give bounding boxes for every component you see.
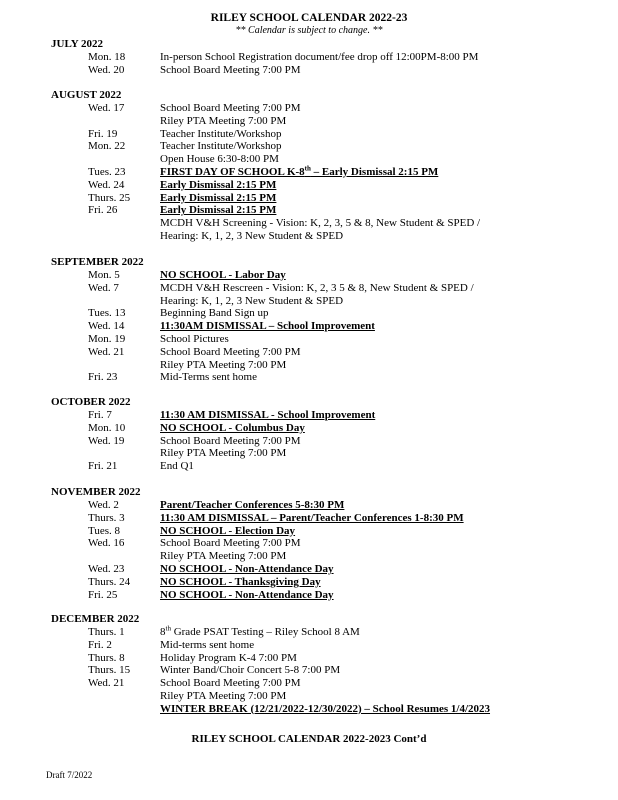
entry-text: NO SCHOOL - Labor Day: [160, 269, 286, 281]
entry-day: Thurs. 24: [88, 575, 131, 588]
entry-text: MCDH V&H Screening - Vision: K, 2, 3, 5 & 8, New Student & SPED /: [160, 217, 481, 230]
entry-day: Fri. 25: [88, 588, 118, 601]
entry-text: Beginning Band Sign up: [160, 307, 269, 320]
entry-text: Mid-terms sent home: [160, 638, 255, 651]
entry-day: Mon. 22: [88, 140, 126, 153]
entry-event: [160, 282, 474, 295]
entry-text: In-person School Registration document/fee drop off 12:00PM-8:00 PM: [160, 51, 479, 63]
draft-note: Draft 7/2022: [46, 770, 93, 780]
entry-day: Thurs. 8: [88, 651, 125, 664]
entry-text: Early Dismissal 2:15 PM: [160, 191, 277, 204]
entry-day: Mon. 10: [88, 421, 126, 434]
entry-text: Early Dismissal 2:15 PM: [160, 178, 277, 191]
entry-event: [160, 550, 286, 563]
entry-day: Wed. 19: [88, 434, 125, 447]
entry-day: Fri. 2: [88, 638, 112, 651]
entry-event: [160, 166, 438, 179]
entry-text: Holiday Program K-4 7:00 PM: [160, 651, 297, 664]
entry-text: Early Dismissal 2:15 PM: [160, 204, 277, 217]
entry-day: Mon. 5: [88, 269, 120, 281]
entry-event: [160, 435, 301, 448]
entry-event: [160, 626, 360, 639]
month-heading: SEPTEMBER 2022: [51, 256, 144, 268]
entry-event: [160, 140, 281, 153]
entry-text: – Early Dismissal 2:15 PM: [310, 166, 439, 178]
entry-event: [160, 346, 301, 359]
entry-text: Grade PSAT Testing – Riley School 8 AM: [170, 626, 360, 638]
superscript: th: [304, 164, 311, 173]
entry-event: [160, 589, 334, 602]
entry-event: [160, 447, 286, 460]
month-heading: OCTOBER 2022: [51, 396, 131, 408]
entry-event: [160, 409, 375, 422]
entry-day: Fri. 21: [88, 460, 118, 473]
entry-text: End Q1: [160, 460, 194, 473]
entry-day: Fri. 7: [88, 409, 112, 421]
entry-text: Riley PTA Meeting 7:00 PM: [160, 114, 287, 127]
entry-text: Winter Band/Choir Concert 5-8 7:00 PM: [160, 664, 341, 677]
entry-text: NO SCHOOL - Non-Attendance Day: [160, 588, 334, 601]
calendar-subtitle: ** Calendar is subject to change. **: [235, 25, 383, 36]
entry-text: 11:30 AM DISMISSAL – Parent/Teacher Conferences 1-8:30 PM: [160, 511, 464, 524]
entry-day: Thurs. 15: [88, 664, 131, 677]
entry-event: [160, 192, 276, 205]
entry-day: Mon. 19: [88, 333, 126, 345]
entry-event: [160, 217, 480, 230]
entry-text: Teacher Institute/Workshop: [160, 140, 282, 153]
entry-text: NO SCHOOL - Thanksgiving Day: [160, 575, 321, 588]
month-heading: NOVEMBER 2022: [51, 486, 141, 498]
entry-event: [160, 371, 257, 384]
entry-text: 11:30 AM DISMISSAL - School Improvement: [160, 409, 376, 421]
superscript: th: [165, 624, 171, 633]
entry-day: Fri. 23: [88, 371, 118, 384]
entry-event: [160, 295, 343, 308]
entry-event: [160, 269, 286, 282]
entry-day: Fri. 26: [88, 204, 118, 217]
entry-event: [160, 677, 301, 690]
entry-day: Wed. 21: [88, 345, 125, 358]
entry-event: [160, 359, 286, 372]
entry-text: WINTER BREAK (12/21/2022-12/30/2022) – School Resumes 1/4/2023: [160, 702, 491, 715]
entry-text: NO SCHOOL - Columbus Day: [160, 421, 305, 434]
entry-event: [160, 525, 295, 538]
entry-text: 8: [160, 626, 166, 638]
entry-text: Mid-Terms sent home: [160, 371, 257, 384]
entry-event: [160, 512, 464, 525]
entry-event: [160, 230, 343, 243]
entry-event: [160, 563, 334, 576]
entry-event: [160, 703, 490, 716]
entry-event: [160, 333, 229, 346]
entry-text: Riley PTA Meeting 7:00 PM: [160, 447, 287, 460]
entry-text: NO SCHOOL - Election Day: [160, 524, 296, 537]
entry-event: [160, 664, 340, 677]
entry-text: School Board Meeting 7:00 PM: [160, 537, 301, 550]
entry-text: School Board Meeting 7:00 PM: [160, 434, 301, 447]
entry-event: [160, 102, 301, 115]
entry-day: Mon. 18: [88, 51, 126, 63]
entry-text: NO SCHOOL - Non-Attendance Day: [160, 563, 334, 575]
entry-text: 11:30AM DISMISSAL – School Improvement: [160, 320, 375, 333]
month-heading: DECEMBER 2022: [51, 613, 140, 625]
entry-day: Wed. 14: [88, 320, 125, 333]
entry-day: Wed. 7: [88, 281, 119, 294]
entry-text: Teacher Institute/Workshop: [160, 127, 282, 140]
entry-text: Hearing: K, 1, 2, 3 New Student & SPED: [160, 294, 344, 307]
entry-event: [160, 422, 305, 435]
entry-event: [160, 115, 286, 128]
entry-day: Fri. 19: [88, 127, 118, 140]
entry-day: Wed. 2: [88, 499, 119, 511]
calendar-title: RILEY SCHOOL CALENDAR 2022-23: [210, 12, 408, 24]
entry-day: Tues. 23: [88, 166, 126, 178]
entry-text: School Pictures: [160, 333, 229, 345]
entry-event: [160, 51, 478, 64]
entry-day: Wed. 21: [88, 677, 125, 690]
entry-text: School Board Meeting 7:00 PM: [160, 345, 301, 358]
entry-text: Hearing: K, 1, 2, 3 New Student & SPED: [160, 230, 344, 242]
entry-text: Riley PTA Meeting 7:00 PM: [160, 550, 287, 563]
entry-day: Wed. 23: [88, 563, 125, 575]
entry-day: Wed. 20: [88, 63, 125, 76]
entry-event: [160, 652, 297, 665]
entry-event: [160, 460, 194, 473]
entry-text: School Board Meeting 7:00 PM: [160, 677, 301, 690]
month-heading: JULY 2022: [51, 38, 104, 50]
entry-event: [160, 64, 301, 77]
entry-event: [160, 639, 254, 652]
entry-text: Parent/Teacher Conferences 5-8:30 PM: [160, 499, 345, 511]
entry-day: Wed. 17: [88, 102, 125, 114]
entry-event: [160, 153, 279, 166]
entry-event: [160, 320, 375, 333]
entry-day: Tues. 13: [88, 307, 126, 320]
entry-event: [160, 179, 276, 192]
entry-day: Thurs. 1: [88, 626, 125, 638]
entry-text: MCDH V&H Rescreen - Vision: K, 2, 3 5 & 8, New Student & SPED /: [160, 281, 474, 294]
entry-text: School Board Meeting 7:00 PM: [160, 63, 301, 76]
month-heading: AUGUST 2022: [51, 89, 122, 101]
entry-text: Riley PTA Meeting 7:00 PM: [160, 358, 287, 371]
entry-event: [160, 690, 286, 703]
entry-event: [160, 204, 276, 217]
entry-day: Wed. 16: [88, 537, 125, 550]
continued-heading: RILEY SCHOOL CALENDAR 2022-2023 Cont’d: [191, 733, 427, 745]
entry-event: [160, 537, 301, 550]
entry-text: School Board Meeting 7:00 PM: [160, 102, 301, 114]
entry-event: [160, 307, 268, 320]
entry-event: [160, 128, 281, 141]
entry-text: Riley PTA Meeting 7:00 PM: [160, 690, 287, 702]
entry-day: Thurs. 3: [88, 511, 125, 524]
entry-text: FIRST DAY OF SCHOOL K-8: [160, 166, 305, 178]
entry-day: Tues. 8: [88, 524, 120, 537]
entry-event: [160, 576, 321, 589]
entry-event: [160, 499, 344, 512]
entry-day: Thurs. 25: [88, 191, 131, 204]
entry-text: Open House 6:30-8:00 PM: [160, 153, 279, 166]
entry-day: Wed. 24: [88, 178, 125, 191]
